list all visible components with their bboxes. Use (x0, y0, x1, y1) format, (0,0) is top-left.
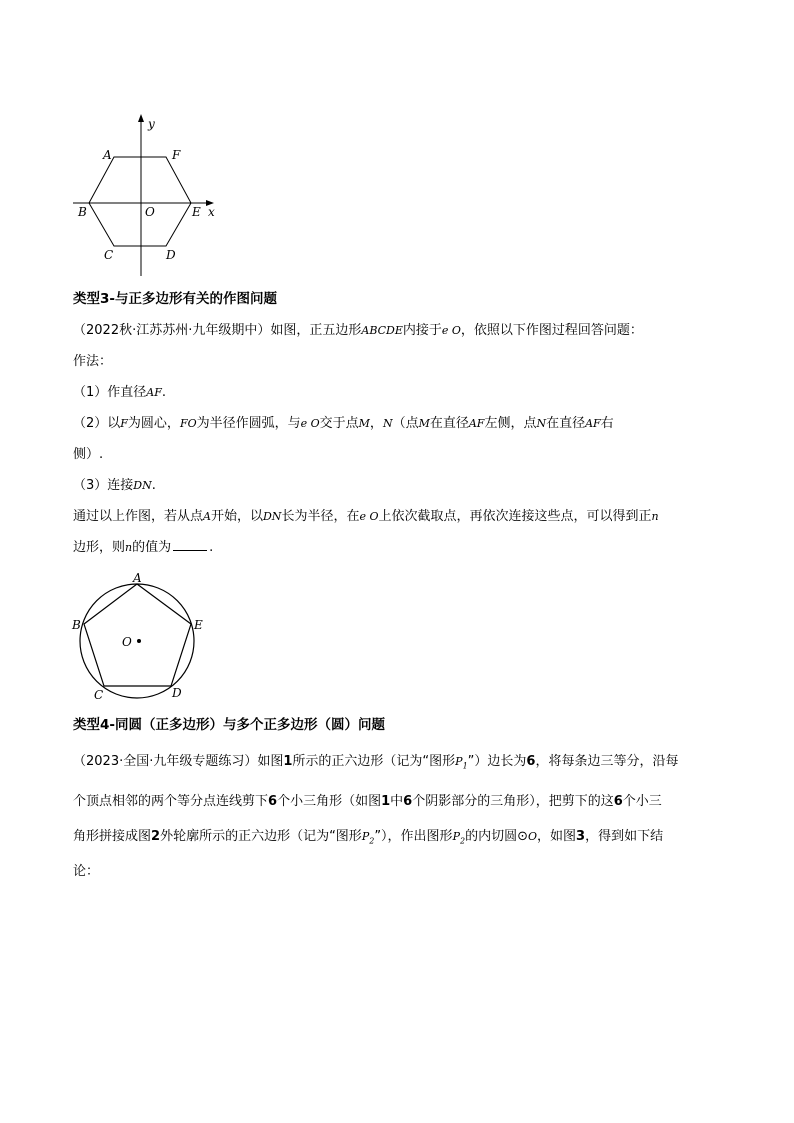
p2-l1-sub: 1 (462, 761, 468, 771)
step-2-j: 右 (600, 416, 614, 431)
question-line-2 (73, 538, 213, 558)
step-2-e: ， (369, 416, 383, 431)
p2-l3-h: ，得到如下结 (585, 829, 664, 844)
label-o: O (145, 205, 155, 219)
step-2-g: 在直径 (429, 416, 469, 431)
p2-l3-sub: 2 (369, 836, 375, 846)
q-c: 长为半径，在 (281, 509, 360, 524)
problem-2-line-3 (73, 827, 663, 852)
label-d: D (166, 248, 176, 262)
step-2 (73, 414, 614, 434)
section-3-title: 类型3-与正多边形有关的作图问题 (73, 291, 277, 307)
step-2-d: 交于点 (319, 416, 359, 431)
label-c: C (104, 248, 114, 262)
problem-1-intro (73, 321, 643, 341)
p2-l2-g: 个阴影部分的三角形），把剪下的这 (412, 794, 614, 809)
p2-l1-c: 所示的正六边形（记为“图形 (292, 754, 456, 769)
label-a: A (133, 571, 142, 585)
step-3-a: （3）连接 (73, 478, 134, 493)
p2-l1-e: 6 (526, 754, 536, 769)
step-2-i: 在直径 (546, 416, 586, 431)
step-2-n2: N (536, 417, 547, 430)
p2-l2-e: 中 (390, 794, 404, 809)
p2-l1-p: P (455, 755, 463, 768)
p2-l1-b: 1 (283, 754, 293, 769)
step-2-continued: 侧）. (73, 447, 104, 462)
step-3-dn: DN (133, 479, 152, 492)
step-1 (73, 383, 166, 403)
center-dot (137, 639, 141, 643)
step-1-af: AF (146, 386, 162, 399)
q-n2: n (125, 541, 133, 554)
step-1-text: （1）作直径 (73, 385, 147, 400)
q-circle: e O (359, 510, 379, 523)
label-b: B (78, 205, 87, 219)
label-a: A (103, 148, 112, 162)
problem-2-line-4: 论： (73, 864, 100, 879)
p2-l3-b: 2 (151, 829, 161, 844)
step-2-a: （2）以 (73, 416, 121, 431)
problem-2-line-1 (73, 752, 678, 777)
step-2-c: 为半径作圆弧，与 (196, 416, 301, 431)
p2-l1-d: ”）边长为 (467, 754, 527, 769)
step-2-h: 左侧，点 (484, 416, 537, 431)
q-g: . (209, 540, 214, 555)
label-o: O (122, 635, 132, 649)
p2-l3-c: 外轮廓所示的正六边形（记为“图形 (160, 829, 362, 844)
intro-text-a: 如图，正五边形 (270, 323, 362, 338)
p2-l1-a: （2023·全国·九年级专题练习）如图 (73, 754, 284, 769)
p2-l3-p2: P (452, 830, 460, 843)
method-label: 作法： (73, 354, 113, 369)
p2-l2-d: 1 (381, 794, 391, 809)
q-n: n (651, 510, 659, 523)
q-d: 上依次截取点，再依次连接这些点，可以得到正 (378, 509, 652, 524)
step-3 (73, 476, 156, 496)
p2-l2-b: 6 (268, 794, 278, 809)
problem-2-line-2 (73, 792, 662, 812)
pentagon-name: ABCDE (361, 324, 403, 337)
p2-l3-sub2: 2 (459, 836, 466, 846)
label-x: x (208, 205, 215, 219)
label-e: E (194, 618, 203, 632)
p2-l2-c: 个小三角形（如图 (277, 794, 382, 809)
p2-l3-p: P (361, 830, 370, 843)
problem-1-source: （2022秋·江苏苏州·九年级期中） (73, 323, 271, 338)
label-c: C (94, 688, 104, 702)
step-2-af: AF (468, 417, 485, 430)
step-2-circle: e O (300, 417, 320, 430)
step-2-m: M (358, 417, 370, 430)
p2-l3-a: 角形拼接成图 (73, 829, 152, 844)
q-f: 的值为 (132, 540, 172, 555)
p2-l3-f: ，如图 (537, 829, 577, 844)
p2-l2-a: 个顶点相邻的两个等分点连线剪下 (73, 794, 269, 809)
q-a: 通过以上作图，若从点 (73, 509, 204, 524)
step-3-b: . (151, 478, 156, 493)
step-2-n: N (382, 417, 393, 430)
step-2-b: 为圆心， (127, 416, 180, 431)
p2-l1-f: ，将每条边三等分，沿每 (535, 754, 679, 769)
p2-l3-d: ”），作出图形 (374, 829, 453, 844)
label-f: F (172, 148, 181, 162)
circle-symbol: e O (441, 324, 461, 337)
q-b: 开始，以 (210, 509, 263, 524)
section-4-title: 类型4-同圆（正多边形）与多个正多边形（圆）问题 (73, 717, 385, 733)
p2-l3-g: 3 (576, 829, 586, 844)
intro-text-b: 内接于 (402, 323, 442, 338)
step-1-end: . (161, 385, 166, 400)
q-point-a: A (203, 510, 211, 523)
label-e: E (192, 205, 201, 219)
step-2-af2: AF (585, 417, 601, 430)
pentagon-abcde (84, 584, 191, 686)
p2-l2-i: 个小三 (622, 794, 662, 809)
pentagon-circle-figure (68, 569, 218, 705)
hexagon-coordinate-figure (68, 112, 228, 280)
q-e: 边形，则 (73, 540, 126, 555)
step-2-f-text: （点 (392, 416, 419, 431)
hexagon-abcdef (89, 157, 191, 246)
question-line-1 (73, 507, 659, 527)
label-y: y (148, 117, 155, 131)
intro-text-c: ，依照以下作图过程回答问题： (460, 323, 643, 338)
p2-l2-h: 6 (613, 794, 623, 809)
p2-l3-e: 的内切圆⊙ (465, 829, 528, 844)
y-axis-arrow (138, 114, 144, 122)
answer-blank[interactable] (173, 538, 207, 551)
step-2-fo: FO (179, 417, 197, 430)
p2-l2-f: 6 (403, 794, 413, 809)
label-b: B (72, 618, 81, 632)
q-dn: DN (262, 510, 282, 523)
p2-l3-o: O (527, 830, 537, 843)
step-2-f: F (120, 417, 128, 430)
label-d: D (172, 686, 182, 700)
step-2-m2: M (418, 417, 430, 430)
